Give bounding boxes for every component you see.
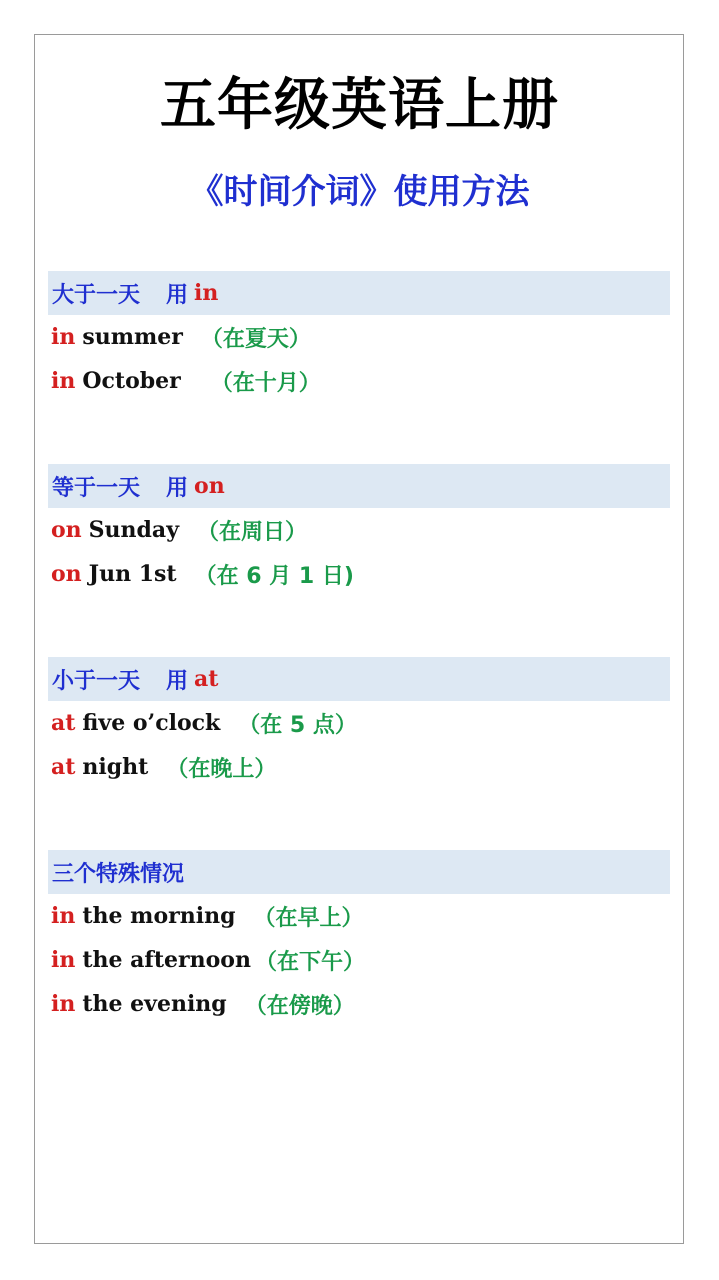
list-item bbox=[48, 982, 670, 1026]
section-special-cases bbox=[48, 850, 670, 1026]
section-header bbox=[48, 657, 670, 701]
section-header-use: 用 bbox=[166, 668, 189, 694]
item-meaning: （在晚上） bbox=[166, 756, 277, 782]
section-header-label: 大于一天 bbox=[52, 282, 141, 308]
item-prep: in bbox=[51, 903, 76, 929]
section-header-prep: in bbox=[194, 280, 219, 306]
item-meaning: （在周日） bbox=[196, 519, 307, 545]
item-prep: at bbox=[51, 754, 76, 780]
section-header-label: 小于一天 bbox=[52, 668, 141, 694]
item-phrase: the evening bbox=[82, 991, 227, 1017]
section-header-label: 三个特殊情况 bbox=[52, 861, 185, 887]
item-meaning: （在下午） bbox=[254, 949, 365, 975]
section-header-prep: on bbox=[194, 473, 225, 499]
item-prep: on bbox=[51, 517, 82, 543]
item-phrase: October bbox=[82, 368, 181, 394]
item-phrase: the afternoon bbox=[82, 947, 251, 973]
list-item bbox=[48, 701, 670, 745]
item-meaning: （在夏天） bbox=[200, 326, 311, 352]
list-item bbox=[48, 938, 670, 982]
item-phrase: the morning bbox=[82, 903, 236, 929]
item-meaning: （在早上） bbox=[253, 905, 364, 931]
section-header bbox=[48, 271, 670, 315]
section-header-use: 用 bbox=[166, 475, 189, 501]
list-item bbox=[48, 508, 670, 552]
item-meaning: （在傍晚） bbox=[244, 993, 355, 1019]
item-prep: in bbox=[51, 947, 76, 973]
section-header-label: 等于一天 bbox=[52, 475, 141, 501]
item-phrase: night bbox=[82, 754, 149, 780]
item-prep: in bbox=[51, 324, 76, 350]
item-prep: in bbox=[51, 368, 76, 394]
item-meaning: （在 6 月 1 日) bbox=[194, 563, 354, 589]
section-header bbox=[48, 850, 670, 894]
section-header-use: 用 bbox=[166, 282, 189, 308]
list-item bbox=[48, 315, 670, 359]
item-phrase: Sunday bbox=[88, 517, 179, 543]
list-item bbox=[48, 894, 670, 938]
list-item bbox=[48, 552, 670, 596]
list-item bbox=[48, 359, 670, 403]
item-prep: at bbox=[51, 710, 76, 736]
item-meaning: （在十月） bbox=[210, 370, 321, 396]
section-header bbox=[48, 464, 670, 508]
item-prep: in bbox=[51, 991, 76, 1017]
section-equal-to-a-day bbox=[48, 464, 670, 596]
page-title: 五年级英语上册 bbox=[160, 73, 559, 138]
section-more-than-a-day bbox=[48, 271, 670, 403]
item-phrase: summer bbox=[82, 324, 183, 350]
item-prep: on bbox=[51, 561, 82, 587]
item-phrase: five o’clock bbox=[82, 710, 221, 736]
page-subtitle: 《时间介词》使用方法 bbox=[189, 172, 530, 212]
list-item bbox=[48, 745, 670, 789]
item-meaning: （在 5 点） bbox=[238, 712, 357, 738]
section-header-prep: at bbox=[194, 666, 219, 692]
item-phrase: Jun 1st bbox=[88, 561, 177, 587]
section-less-than-a-day bbox=[48, 657, 670, 789]
